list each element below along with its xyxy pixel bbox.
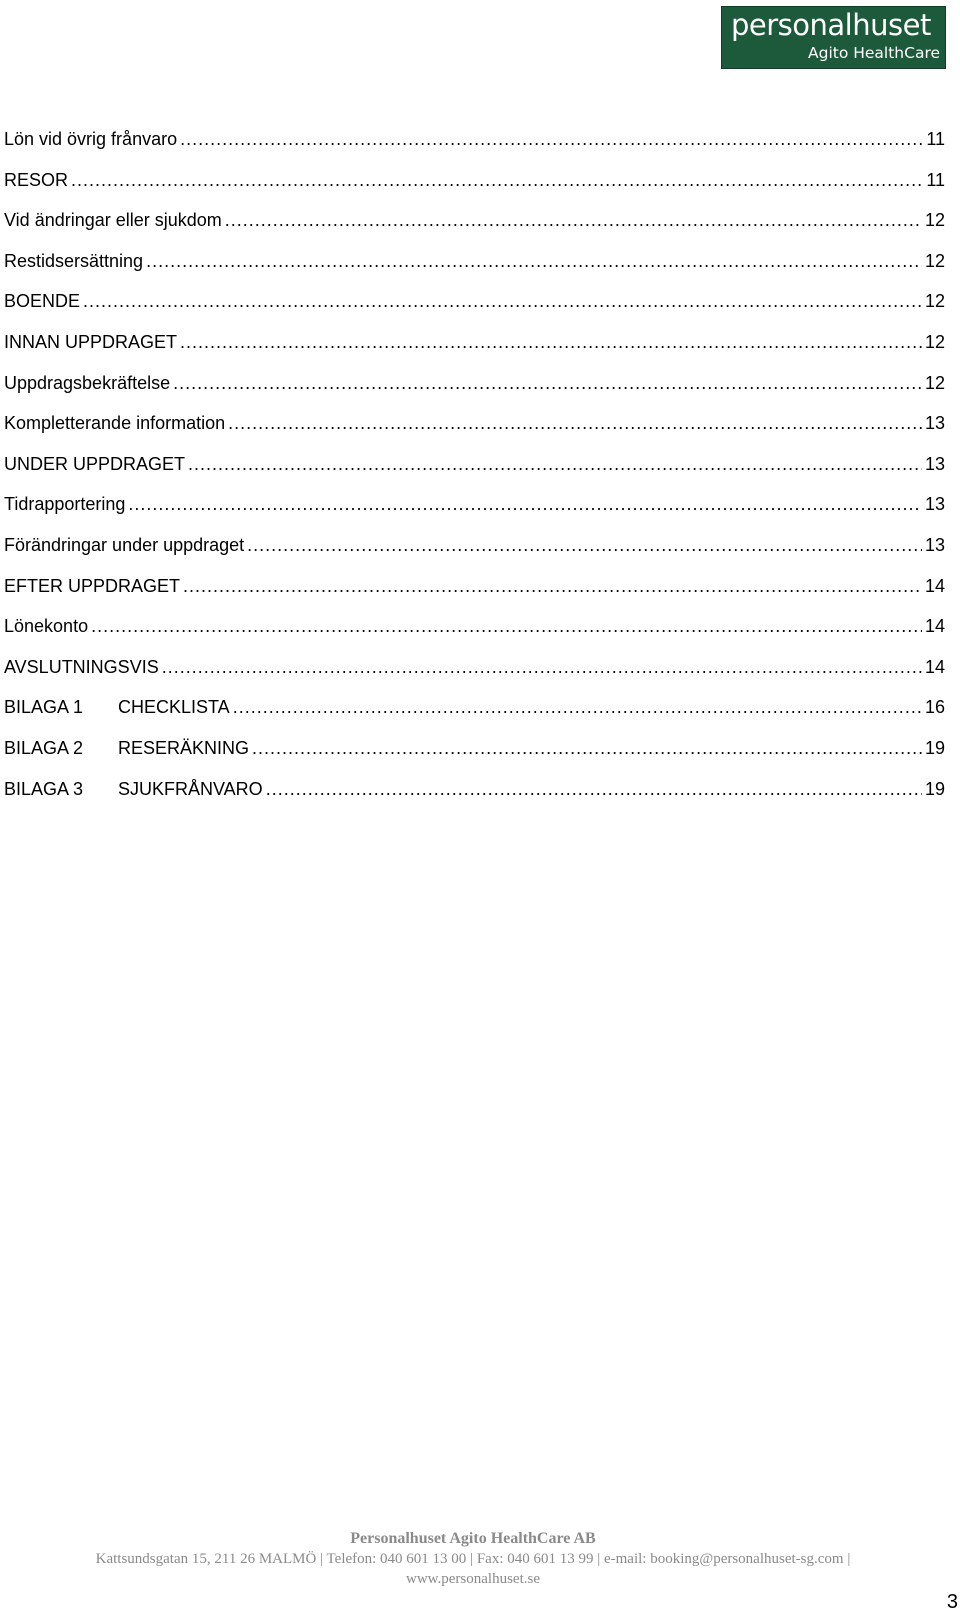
toc-entry-page: 12 [924,210,945,231]
toc-dot-leader [128,494,922,515]
toc-dot-leader [146,251,922,272]
toc-entry-page: 11 [926,169,945,190]
table-of-contents [4,129,945,819]
toc-dot-leader [162,657,922,678]
toc-entry-appendix[interactable] [4,697,945,738]
toc-appendix-label: BILAGA 1 [4,697,84,718]
toc-entry[interactable] [4,535,945,576]
logo-wordmark: personalhuset [731,8,931,42]
toc-entry[interactable] [4,251,945,292]
toc-dot-leader [266,779,922,800]
toc-entry[interactable] [4,291,945,332]
toc-entry[interactable] [4,332,945,373]
toc-dot-leader [183,576,922,597]
toc-entry-page: 12 [924,250,945,271]
toc-entry-page: 14 [924,616,945,637]
page-number: 3 [946,1591,958,1613]
toc-entry-page: 19 [924,737,945,758]
toc-entry[interactable] [4,210,945,251]
toc-entry-title: Lön vid övrig frånvaro [4,129,178,149]
toc-entry-page: 13 [924,413,945,434]
toc-entry-title: Lönekonto [4,616,89,637]
toc-entry[interactable] [4,576,945,617]
toc-dot-leader [225,210,922,231]
toc-entry-title: CHECKLISTA [118,697,230,718]
toc-entry-page: 14 [924,575,945,596]
toc-entry-page: 19 [924,778,945,799]
toc-entry[interactable] [4,373,945,414]
toc-dot-leader [188,454,922,475]
toc-entry-appendix[interactable] [4,738,945,779]
toc-entry-title: Tidrapportering [4,494,126,515]
toc-entry[interactable] [4,616,945,657]
toc-entry-title: AVSLUTNINGSVIS [4,656,159,677]
toc-entry-title: UNDER UPPDRAGET [4,453,186,474]
toc-entry-page: 13 [924,453,945,474]
company-logo [721,6,946,69]
toc-dot-leader [180,332,922,353]
toc-entry[interactable] [4,657,945,698]
toc-dot-leader [71,170,923,191]
toc-dot-leader [228,413,922,434]
toc-entry-page: 12 [924,291,945,312]
toc-entry-page: 12 [924,372,945,393]
toc-dot-leader [83,291,922,312]
toc-entry[interactable] [4,454,945,495]
toc-entry-title: Förändringar under uppdraget [4,534,245,555]
toc-entry[interactable] [4,129,945,170]
toc-dot-leader [233,697,922,718]
toc-entry-title: INNAN UPPDRAGET [4,331,178,352]
toc-entry-page: 16 [924,697,945,718]
toc-entry-title: RESERÄKNING [118,737,250,758]
toc-entry-title: Uppdragsbekräftelse [4,372,171,393]
toc-entry-page: 13 [924,534,945,555]
toc-dot-leader [173,373,922,394]
toc-entry-title: Kompletterande information [4,413,226,434]
toc-dot-leader [252,738,922,759]
footer-website: www.personalhuset.se [406,1571,540,1587]
toc-entry-page: 13 [924,494,945,515]
toc-entry-title: Vid ändringar eller sjukdom [4,210,222,231]
toc-dot-leader [91,616,922,637]
toc-entry-appendix[interactable] [4,779,945,820]
toc-entry-page: 11 [926,129,945,149]
toc-entry[interactable] [4,413,945,454]
toc-entry[interactable] [4,170,945,211]
toc-entry-page: 14 [924,656,945,677]
toc-entry-title: EFTER UPPDRAGET [4,575,181,596]
toc-appendix-label: BILAGA 3 [4,778,84,799]
toc-entry-title: RESOR [4,169,69,190]
footer-company-name: Personalhuset Agito HealthCare AB [350,1530,596,1547]
toc-entry-page: 12 [924,331,945,352]
toc-entry-title: BOENDE [4,291,81,312]
toc-entry-title: SJUKFRÅNVARO [118,778,263,799]
logo-subtitle: Agito HealthCare [808,44,941,62]
toc-dot-leader [247,535,922,556]
toc-entry-title: Restidsersättning [4,250,144,271]
toc-entry[interactable] [4,494,945,535]
footer-contact-info: Kattsundsgatan 15, 211 26 MALMÖ | Telefon: 040 601 13 00 | Fax: 040 601 13 99 | e-mail: booking@personalhuset-sg.com | [95,1551,851,1567]
toc-dot-leader [180,129,923,150]
page-footer [0,1529,946,1589]
toc-appendix-label: BILAGA 2 [4,737,84,758]
